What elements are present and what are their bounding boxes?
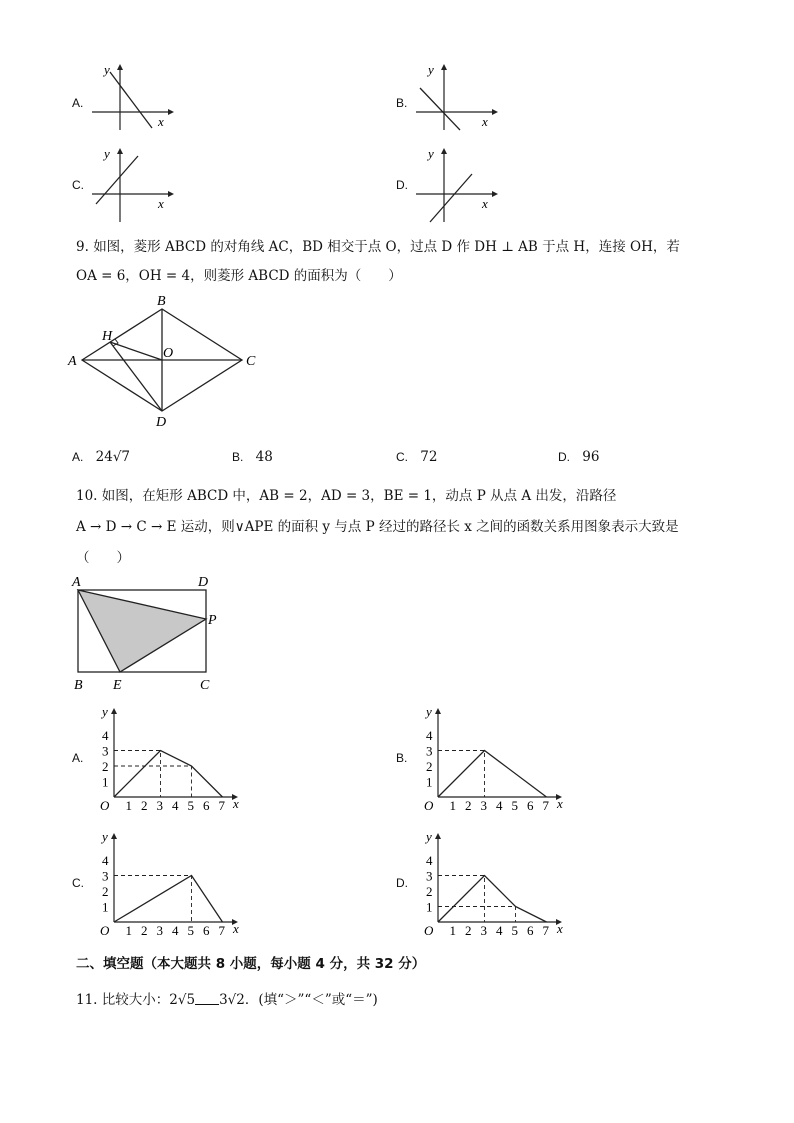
function-graph-line <box>114 876 223 923</box>
x-axis-arrow-icon <box>168 109 174 115</box>
q10-option-d-label: D. <box>396 876 408 890</box>
y-axis-arrow-icon <box>441 148 447 154</box>
x-tick-label: 5 <box>511 798 518 810</box>
x-tick-label: 4 <box>496 923 503 935</box>
q10-text-1: 如图，在矩形 ABCD 中，AB = 2，AD = 3，BE = 1，动点 P 从点 A 出发，沿路径 <box>101 488 617 504</box>
x-label: x <box>158 196 164 211</box>
x-tick-label: 6 <box>203 798 210 810</box>
q8-d-line <box>430 174 472 222</box>
section-2-title: 二、填空题（本大题共 8 小题，每小题 4 分，共 32 分） <box>76 956 426 972</box>
function-graph-line <box>438 751 547 798</box>
y-tick-label: 3 <box>426 868 433 884</box>
point-b-label: B <box>74 678 83 693</box>
x-label: x <box>158 114 164 129</box>
point-c-label: C <box>200 678 210 693</box>
q11-number: 11. <box>76 992 98 1008</box>
q10-question-line3: （ ） <box>76 550 130 566</box>
x-tick-label: 7 <box>218 798 225 810</box>
x-tick-label: 6 <box>527 923 534 935</box>
x-tick-label: 1 <box>449 923 456 935</box>
point-c-label: C <box>246 354 256 369</box>
y-tick-label: 3 <box>102 868 109 884</box>
function-graph-line <box>438 876 547 923</box>
y-axis-arrow-icon <box>435 833 441 839</box>
point-h-label: H <box>102 329 113 344</box>
x-tick-label: 1 <box>449 798 456 810</box>
q10-option-c-label: C. <box>72 876 84 890</box>
x-tick-label: 7 <box>218 923 225 935</box>
segment-dh <box>110 342 162 411</box>
q9-option-d[interactable]: D. 96 <box>558 449 600 465</box>
q11-prefix: 比较大小： <box>101 992 170 1008</box>
q10-option-a-label: A. <box>72 751 84 765</box>
x-tick-label: 2 <box>465 798 472 810</box>
q8-option-b-label: B. <box>396 96 408 110</box>
q10-option-a-graph[interactable] <box>92 704 252 810</box>
q10-question-line1 <box>76 484 616 504</box>
x-tick-label: 1 <box>125 798 132 810</box>
x-tick-label: 4 <box>496 798 503 810</box>
q8-option-a-label: A. <box>72 96 84 110</box>
function-graph-line <box>114 751 223 798</box>
q10-question-line2: A → D → C → E 运动，则∨APE 的面积 y 与点 P 经过的路径长 x 之间的函数关系用图象表示大致是 <box>76 519 679 535</box>
q10-option-c-graph[interactable] <box>92 829 252 935</box>
q9-option-a[interactable]: A. 24√7 <box>72 449 131 465</box>
x-tick-label: 2 <box>465 923 472 935</box>
q11-suffix: ．(填“＞”“＜”或“＝”) <box>244 992 378 1008</box>
x-tick-label: 3 <box>480 923 487 935</box>
y-label: y <box>426 704 432 719</box>
point-b-label: B <box>157 294 166 309</box>
y-tick-label: 4 <box>426 728 433 743</box>
q11-answer-blank[interactable] <box>195 992 219 1005</box>
q11-right-value: 3√2 <box>219 992 245 1008</box>
y-label: y <box>428 146 434 161</box>
x-tick-label: 5 <box>187 798 194 810</box>
x-tick-label: 6 <box>527 798 534 810</box>
q8-option-a-graph[interactable] <box>88 60 178 132</box>
point-e-label: E <box>113 678 122 693</box>
y-label: y <box>104 62 110 77</box>
y-label: y <box>102 829 108 844</box>
x-label: x <box>482 196 488 211</box>
y-tick-label: 4 <box>102 728 109 743</box>
origin-label: O <box>100 923 110 935</box>
point-a-label: A <box>72 575 81 590</box>
x-label: x <box>557 796 563 810</box>
y-label: y <box>426 829 432 844</box>
q9-option-c[interactable]: C. 72 <box>396 449 438 465</box>
x-tick-label: 3 <box>156 798 163 810</box>
q8-option-d-graph[interactable] <box>412 144 502 226</box>
q9-text-1: 如图，菱形 ABCD 的对角线 AC，BD 相交于点 O，过点 D 作 DH ⊥ AB 于点 H，连接 OH，若 <box>93 239 680 255</box>
q9-rhombus-figure <box>66 292 266 430</box>
q10-option-b-graph[interactable] <box>416 704 576 810</box>
y-tick-label: 3 <box>102 743 109 759</box>
x-axis-arrow-icon <box>168 191 174 197</box>
x-tick-label: 5 <box>511 923 518 935</box>
q11-left-value: 2√5 <box>169 992 196 1008</box>
y-label: y <box>428 62 434 77</box>
y-tick-label: 1 <box>102 899 109 915</box>
y-axis-arrow-icon <box>111 708 117 714</box>
triangle-ape <box>78 590 206 672</box>
x-tick-label: 4 <box>172 923 179 935</box>
origin-label: O <box>424 923 434 935</box>
x-tick-label: 7 <box>542 798 549 810</box>
point-o-label: O <box>163 346 174 361</box>
y-tick-label: 1 <box>426 774 433 790</box>
x-tick-label: 3 <box>156 923 163 935</box>
q8-options <box>0 0 794 230</box>
y-label: y <box>102 704 108 719</box>
x-axis-arrow-icon <box>492 191 498 197</box>
y-tick-label: 2 <box>426 759 433 774</box>
q8-c-line <box>96 156 138 204</box>
x-tick-label: 1 <box>125 923 132 935</box>
x-tick-label: 3 <box>480 798 487 810</box>
q9-question-line1 <box>76 235 680 255</box>
x-tick-label: 2 <box>141 798 148 810</box>
x-label: x <box>233 796 239 810</box>
guide-line <box>438 907 516 923</box>
point-p-label: P <box>208 613 217 628</box>
origin-label: O <box>424 798 434 810</box>
point-a-label: A <box>68 354 77 369</box>
point-d-label: D <box>198 575 209 590</box>
y-tick-label: 4 <box>102 853 109 868</box>
q8-a-line <box>110 72 152 128</box>
y-tick-label: 3 <box>426 743 433 759</box>
q9-option-b[interactable]: B. 48 <box>232 449 273 465</box>
y-tick-label: 2 <box>426 884 433 899</box>
y-tick-label: 2 <box>102 759 109 774</box>
y-tick-label: 1 <box>426 899 433 915</box>
y-axis-arrow-icon <box>435 708 441 714</box>
origin-label: O <box>100 798 110 810</box>
q10-number: 10. <box>76 488 98 504</box>
y-axis-arrow-icon <box>117 148 123 154</box>
x-label: x <box>233 921 239 935</box>
x-tick-label: 4 <box>172 798 179 810</box>
y-label: y <box>104 146 110 161</box>
q9-number: 9. <box>76 239 89 255</box>
x-label: x <box>482 114 488 129</box>
y-tick-label: 2 <box>102 884 109 899</box>
x-tick-label: 5 <box>187 923 194 935</box>
y-axis-arrow-icon <box>111 833 117 839</box>
q10-option-d-graph[interactable] <box>416 829 576 935</box>
q8-option-d-label: D. <box>396 178 408 192</box>
y-axis-arrow-icon <box>441 64 447 70</box>
q8-option-b-graph[interactable] <box>412 60 502 132</box>
point-d-label: D <box>156 415 167 430</box>
q10-option-b-label: B. <box>396 751 408 765</box>
q8-option-c-label: C. <box>72 178 84 192</box>
x-tick-label: 6 <box>203 923 210 935</box>
q8-b-line <box>420 88 460 130</box>
q8-option-c-graph[interactable] <box>88 144 178 226</box>
y-axis-arrow-icon <box>117 64 123 70</box>
y-tick-label: 1 <box>102 774 109 790</box>
x-axis-arrow-icon <box>492 109 498 115</box>
q9-question-line2: OA = 6，OH = 4，则菱形 ABCD 的面积为（ ） <box>76 268 402 284</box>
y-tick-label: 4 <box>426 853 433 868</box>
x-label: x <box>557 921 563 935</box>
x-tick-label: 2 <box>141 923 148 935</box>
x-tick-label: 7 <box>542 923 549 935</box>
q11-question <box>76 988 378 1008</box>
q10-rectangle-figure <box>66 572 236 694</box>
segment-oh <box>110 342 162 360</box>
guide-line <box>114 766 192 797</box>
